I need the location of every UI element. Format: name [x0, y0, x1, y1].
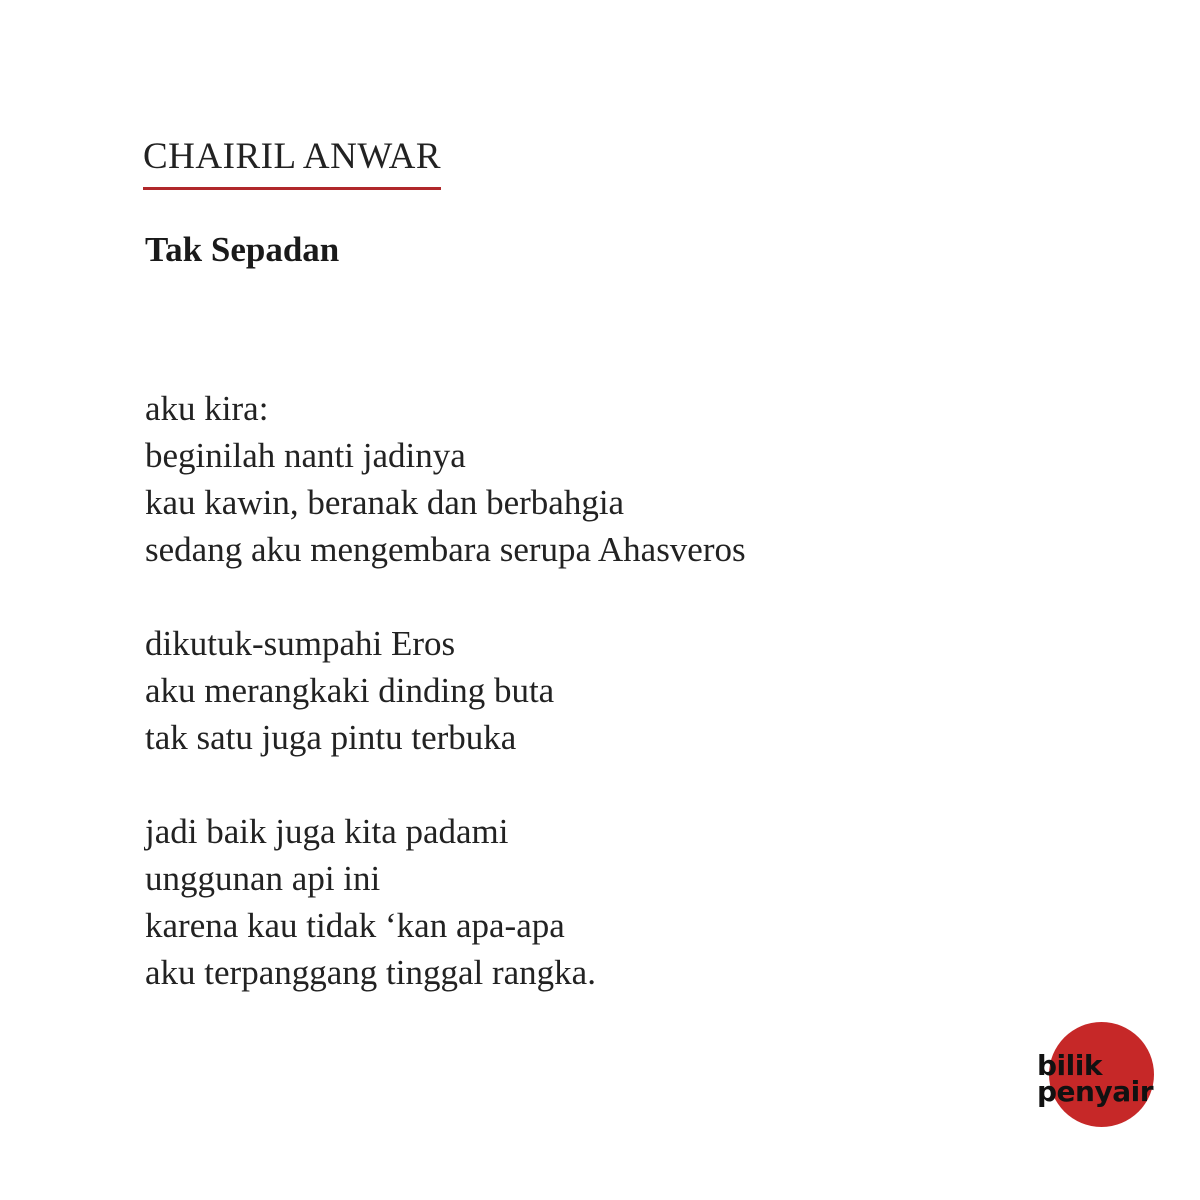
- poem-line: jadi baik juga kita padami: [145, 812, 509, 851]
- poem-line: unggunan api ini: [145, 859, 381, 898]
- poem-line: aku merangkaki dinding buta: [145, 671, 555, 710]
- stanza: [145, 808, 746, 996]
- poem-line: kau kawin, beranak dan berbahgia: [145, 483, 625, 522]
- poem-line: dikutuk-sumpahi Eros: [145, 624, 456, 663]
- poem-title: Tak Sepadan: [145, 230, 340, 269]
- poem-line: karena kau tidak ‘kan apa-apa: [145, 906, 565, 945]
- poem-line: aku kira:: [145, 389, 269, 428]
- poem-line: aku terpanggang tinggal rangka.: [145, 953, 596, 992]
- stanza: [145, 620, 746, 761]
- author-name: CHAIRIL ANWAR: [143, 138, 441, 190]
- poem-body: [145, 385, 746, 1043]
- logo-text-line2: penyair: [1037, 1075, 1154, 1108]
- stanza: [145, 385, 746, 573]
- poem-line: sedang aku mengembara serupa Ahasveros: [145, 530, 746, 569]
- logo-text-line1: bilik: [1037, 1049, 1102, 1082]
- poem-line: beginilah nanti jadinya: [145, 436, 466, 475]
- bilik-penyair-logo: [1033, 1020, 1158, 1145]
- poem-line: tak satu juga pintu terbuka: [145, 718, 517, 757]
